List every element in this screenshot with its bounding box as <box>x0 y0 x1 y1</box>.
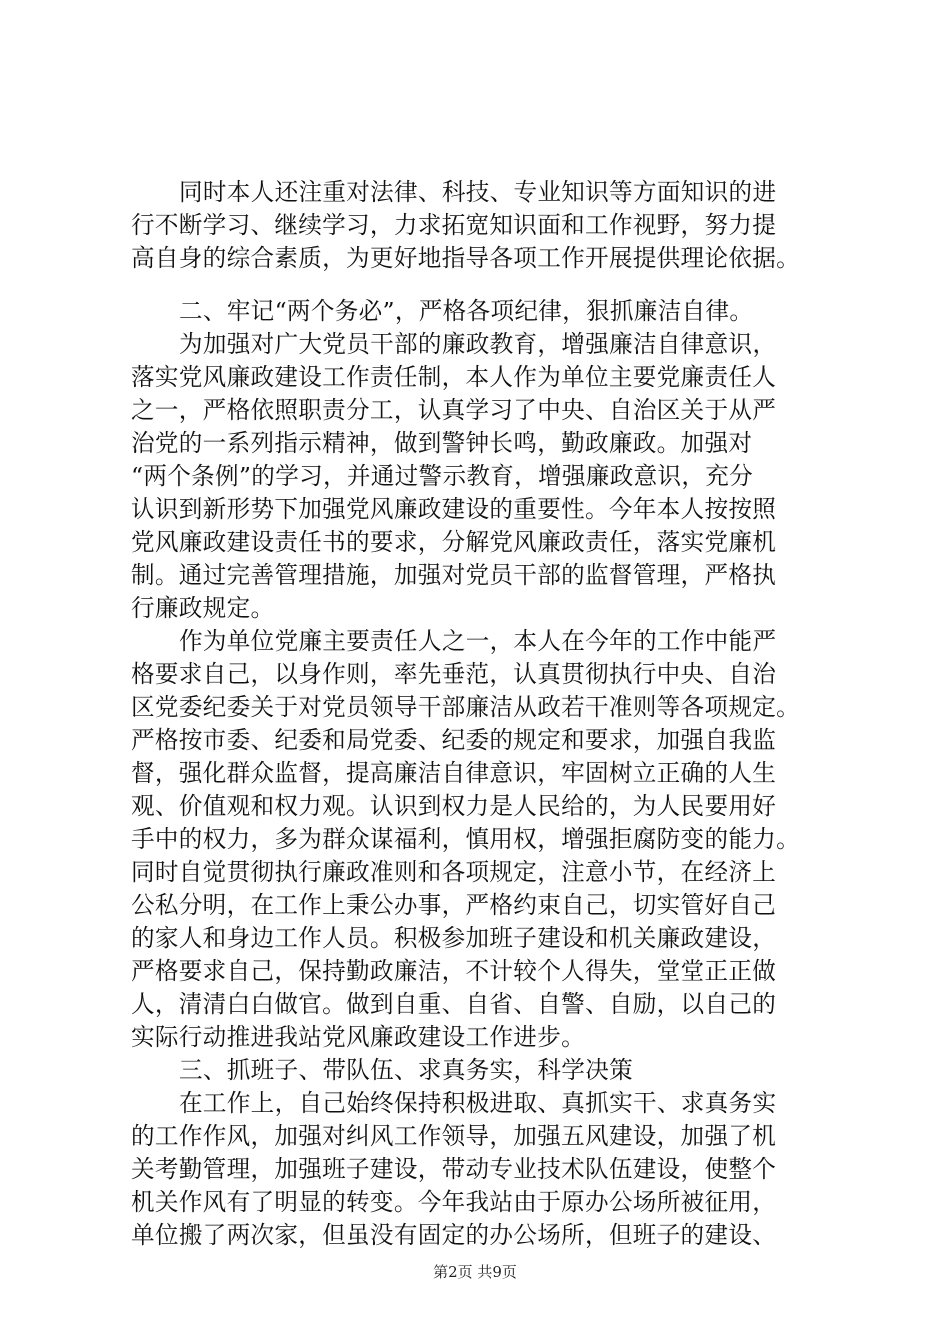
section-heading: 三、抓班子、带队伍、求真务实，科学决策 <box>179 1056 633 1084</box>
paragraph-line: 落实党风廉政建设工作责任制，本人作为单位主要党廉责任人 <box>131 363 777 391</box>
paragraph-line: “两个条例”的学习，并通过警示教育，增强廉政意识，充分 <box>131 462 754 490</box>
paragraph-line: 格要求自己，以身作则，率先垂范，认真贯彻执行中央、自治 <box>131 660 777 688</box>
paragraph-line: 单位搬了两次家，但虽没有固定的办公场所，但班子的建设、 <box>131 1221 777 1249</box>
page-number-footer: 第2页 共9页 <box>433 1263 517 1281</box>
paragraph-line: 党风廉政建设责任书的要求，分解党风廉政责任，落实党廉机 <box>131 528 777 556</box>
paragraph-line: 高自身的综合素质，为更好地指导各项工作开展提供理论依据。 <box>131 244 801 272</box>
paragraph-line: 关考勤管理，加强班子建设，带动专业技术队伍建设，使整个 <box>131 1155 777 1183</box>
paragraph-line: 的工作作风，加强对纠风工作领导，加强五风建设，加强了机 <box>131 1122 777 1150</box>
paragraph-line: 行廉政规定。 <box>131 594 275 622</box>
paragraph-line: 为加强对广大党员干部的廉政教育，增强廉洁自律意识， <box>179 330 777 358</box>
paragraph-line: 机关作风有了明显的转变。今年我站由于原办公场所被征用， <box>131 1188 777 1216</box>
paragraph-spacer <box>131 275 837 295</box>
paragraph-line: 严格按市委、纪委和局党委、纪委的规定和要求，加强自我监 <box>131 726 777 754</box>
paragraph-line: 认识到新形势下加强党风廉政建设的重要性。今年本人按按照 <box>131 495 777 523</box>
paragraph-line: 作为单位党廉主要责任人之一，本人在今年的工作中能严 <box>179 627 777 655</box>
paragraph-line: 实际行动推进我站党风廉政建设工作进步。 <box>131 1023 585 1051</box>
paragraph-line: 人，清清白白做官。做到自重、自省、自警、自励，以自己的 <box>131 990 777 1018</box>
paragraph-line: 区党委纪委关于对党员领导干部廉洁从政若干准则等各项规定。 <box>131 693 801 721</box>
paragraph-line: 严格要求自己，保持勤政廉洁，不计较个人得失，堂堂正正做 <box>131 957 777 985</box>
paragraph-line: 行不断学习、继续学习，力求拓宽知识面和工作视野，努力提 <box>131 211 777 239</box>
paragraph-line: 制。通过完善管理措施，加强对党员干部的监督管理，严格执 <box>131 561 777 589</box>
paragraph-line: 同时本人还注重对法律、科技、专业知识等方面知识的进 <box>179 178 777 206</box>
section-heading: 二、牢记“两个务必”，严格各项纪律，狠抓廉洁自律。 <box>179 297 754 325</box>
paragraph-line: 的家人和身边工作人员。积极参加班子建设和机关廉政建设， <box>131 924 777 952</box>
document-body <box>131 176 837 1252</box>
paragraph-line: 在工作上，自己始终保持积极进取、真抓实干、求真务实 <box>179 1089 777 1117</box>
paragraph-line: 手中的权力，多为群众谋福利，慎用权，增强拒腐防变的能力。 <box>131 825 801 853</box>
paragraph-line: 督，强化群众监督，提高廉洁自律意识，牢固树立正确的人生 <box>131 759 777 787</box>
paragraph-line: 治党的一系列指示精神，做到警钟长鸣，勤政廉政。加强对 <box>131 429 753 457</box>
paragraph-line: 观、价值观和权力观。认识到权力是人民给的，为人民要用好 <box>131 792 777 820</box>
paragraph-line: 同时自觉贯彻执行廉政准则和各项规定，注意小节，在经济上 <box>131 858 777 886</box>
paragraph-line: 之一，严格依照职责分工，认真学习了中央、自治区关于从严 <box>131 396 777 424</box>
paragraph-line: 公私分明，在工作上秉公办事，严格约束自己，切实管好自己 <box>131 891 777 919</box>
